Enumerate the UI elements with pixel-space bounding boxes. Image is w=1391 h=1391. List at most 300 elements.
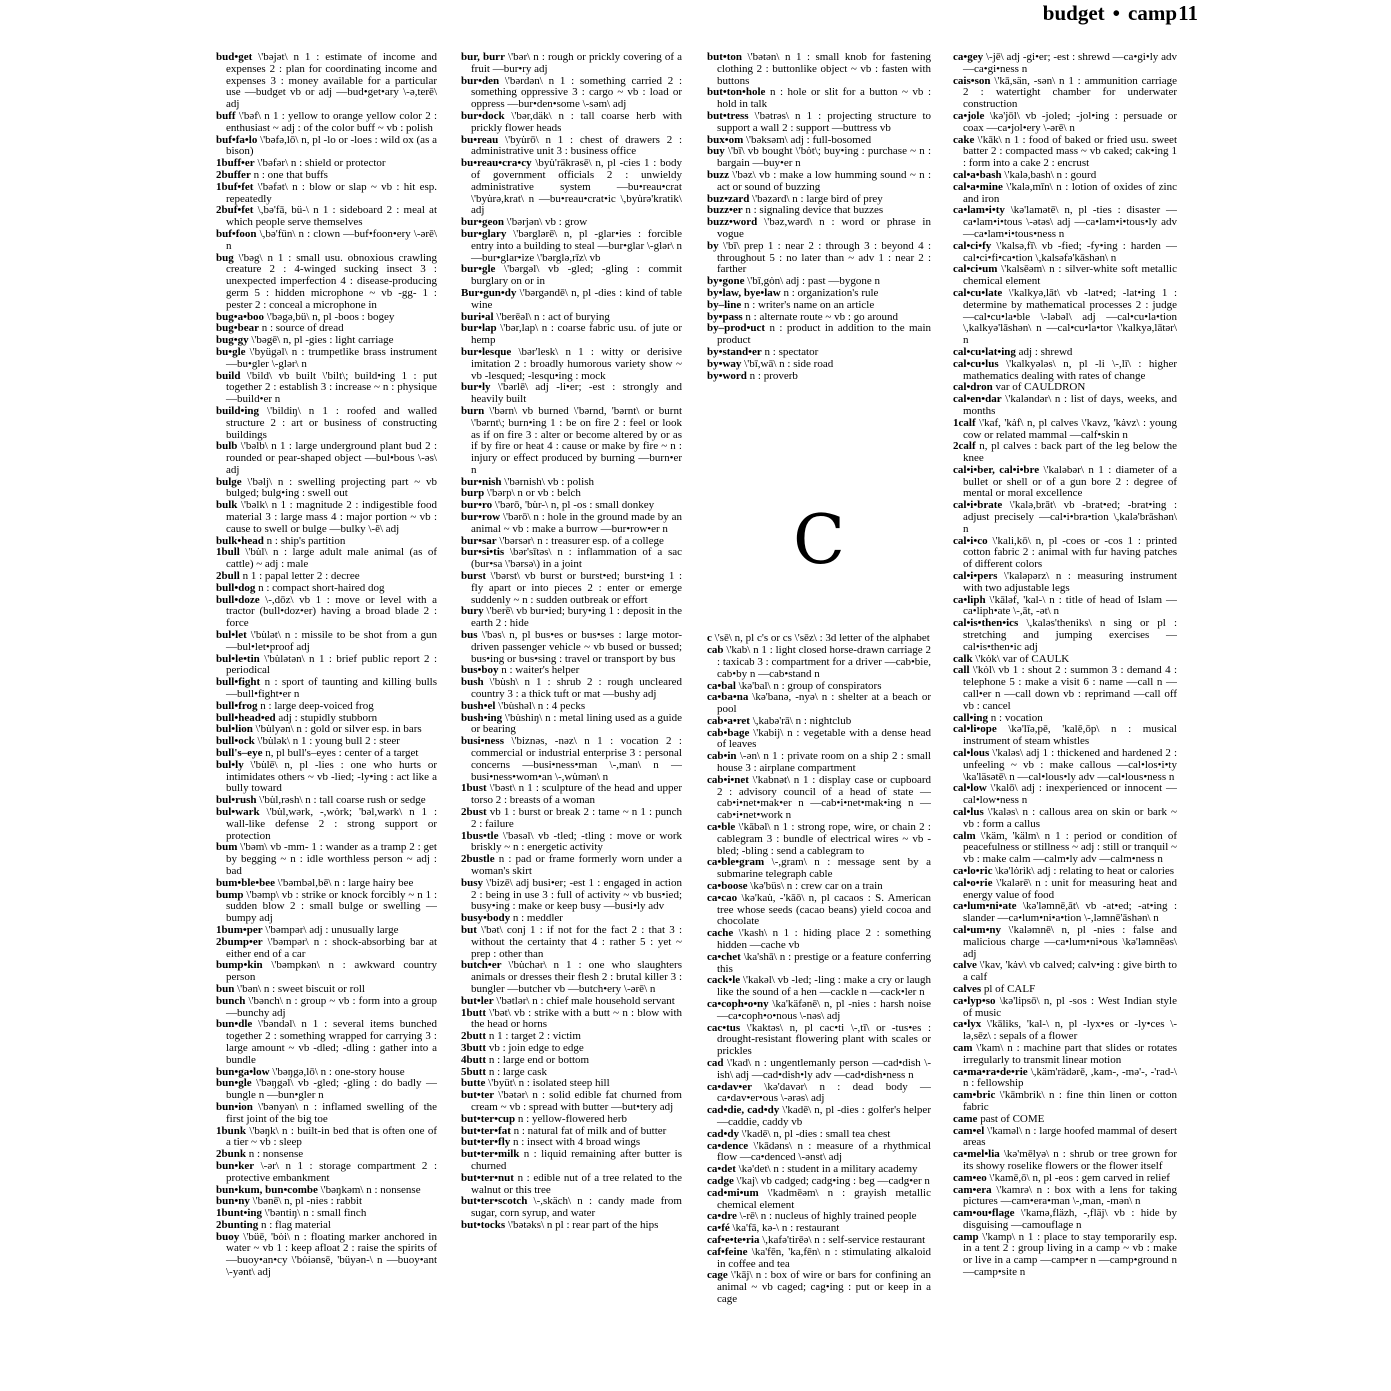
headword: but•ter•nut <box>461 1171 514 1184</box>
dictionary-entry <box>953 748 1177 783</box>
definition: \ka'käfənē\ n, pl -nies : harsh noise —ca•coph•o•nous \-nəs\ adj <box>717 998 931 1022</box>
headword: bu•reau•cra•cy <box>461 157 532 170</box>
definition: \'bətrəs\ n 1 : projecting structure to support a wall 2 : support —buttress vb <box>717 109 931 134</box>
definition: \'bəzərd\ n : large bird of prey <box>752 192 883 205</box>
headword: cal•cu•late <box>953 286 1003 299</box>
headword: cam•el <box>953 1124 985 1137</box>
dictionary-entry <box>461 960 682 995</box>
headword: but•tress <box>707 109 749 122</box>
headword: ca•lam•i•ty <box>953 204 1005 217</box>
headword: bush•el <box>461 699 496 712</box>
guide-word-separator: • <box>1112 1 1120 25</box>
headword: cab•bage <box>707 726 750 739</box>
headword: 2bull <box>216 570 240 583</box>
definition: \-ən\ n 1 : private room on a ship 2 : small house 3 : airplane compartment <box>717 750 931 775</box>
headword: bun•ker <box>216 1159 255 1172</box>
headword: bun•gle <box>216 1077 252 1090</box>
headword: 2buffer <box>216 168 251 181</box>
headword: bur•ly <box>461 381 491 394</box>
definition: \'kaktəs\ n, pl cac•ti \-,tī\ or -tus•es : drought-resistant flowering plant with scales or prickles <box>717 1021 931 1058</box>
definition: \kə'lamətē\ n, pl -ties : disaster —ca•lam•i•tous \-ətəs\ adj —ca•lam•i•tous•ly adv —ca•lam•i•tous•ness n <box>963 204 1177 240</box>
definition: \'bərō, 'bu̇r-\ n, pl -os : small donkey <box>494 499 655 512</box>
dictionary-entry <box>953 665 1177 712</box>
headword: buzz•er <box>707 204 743 217</box>
definition: \'bī\ vb bought \'bȯt\; buy•ing : purchase ~ n : bargain —buy•er n <box>717 145 931 170</box>
dictionary-entry <box>953 1232 1177 1279</box>
dictionary-entry <box>461 783 682 807</box>
definition: \'bəntiŋ\ n : small finch <box>264 1207 367 1220</box>
definition: n : large deep-voiced frog <box>260 699 374 712</box>
headword: 2bustle <box>461 853 495 866</box>
dictionary-entry <box>216 807 437 842</box>
definition: \'bəgē\ n, pl -gies : light carriage <box>251 334 394 347</box>
headword: but•ton <box>707 52 743 63</box>
dictionary-entry <box>953 205 1177 240</box>
headword: cal•en•dar <box>953 393 1002 406</box>
headword: calves <box>953 982 982 995</box>
dictionary-entry <box>707 1023 931 1058</box>
definition: \'bəmpər\ n : shock-absorbing bar at either end of a car <box>226 935 437 960</box>
dictionary-entry <box>461 323 682 347</box>
dictionary-entry <box>707 1270 931 1305</box>
headword: bur•si•tis <box>461 546 505 559</box>
definition: \'kad\ n : ungentlemanly person —cad•dish \-ish\ adj —cad•dish•ly adv —cad•dish•ness n <box>717 1057 931 1081</box>
headword: cache <box>707 927 734 940</box>
headword: bug <box>216 251 234 264</box>
headword: caf•e•te•ria <box>707 1233 760 1246</box>
definition: \'bəmp\ vb : strike or knock forcibly ~ n 1 : sudden blow 2 : small bulge or swelling —bumpy adj <box>226 888 437 925</box>
definition: \-jē\ adj -gi•er; -est : shrewd —ca•gi•ly adv —ca•gi•ness n <box>963 52 1177 75</box>
definition: \'kaj\ vb cadged; cadg•ing : beg —cadg•er n <box>736 1174 930 1187</box>
definition: \'bətən\ n 1 : small knob for fastening clothing 2 : buttonlike object ~ vb : fasten with buttons <box>717 52 931 87</box>
dictionary-entry <box>216 253 437 312</box>
dictionary-entry <box>707 999 931 1023</box>
definition: \'bəfət\ n : blow or slap ~ vb : hit esp. repeatedly <box>226 180 437 205</box>
dictionary-entry <box>216 937 437 961</box>
headword: but•ler <box>461 994 494 1007</box>
definition: n : proverb <box>749 369 798 382</box>
headword: but•ter•fat <box>461 1124 511 1137</box>
dictionary-entry <box>216 654 437 678</box>
definition: \'bu̇sh\ n 1 : shrub 2 : rough uncleared country 3 : a thick tuft or mat —bushy adj <box>471 676 682 701</box>
dictionary-entry <box>953 618 1177 653</box>
definition: n : liquid remaining after butter is churned <box>471 1148 682 1172</box>
definition: n : flag material <box>260 1218 331 1231</box>
dictionary-entry <box>216 500 437 535</box>
headword: 2bump•er <box>216 935 263 948</box>
headword: bur•geon <box>461 216 504 229</box>
headword: camp <box>953 1230 979 1243</box>
definition: \'kaləs\ n : callous area on skin or bark ~ vb : form a callus <box>963 806 1177 830</box>
entries-after-section <box>707 633 931 1305</box>
headword: bun <box>216 982 235 995</box>
dictionary-entry <box>461 1149 682 1173</box>
dictionary-entry <box>707 975 931 999</box>
definition: n : signaling device that buzzes <box>745 204 884 217</box>
dictionary-entry <box>216 996 437 1020</box>
definition: \'kaləmnē\ n, pl -nies : false and malicious charge —ca•lum•ni•ous \kə'ləmnēəs\ adj <box>963 923 1177 960</box>
definition: \'bəst\ n 1 : sculpture of the head and upper torso 2 : breasts of a woman <box>471 782 682 807</box>
headword: bun•ion <box>216 1100 253 1113</box>
dictionary-entry <box>216 1161 437 1185</box>
definition: \kə'det\ n : student in a military academy <box>738 1163 918 1176</box>
definition: \-,skäch\ n : candy made from sugar, corn syrup, and water <box>471 1195 682 1220</box>
headword: bur•nish <box>461 475 502 488</box>
running-head <box>0 2 1177 24</box>
dictionary-entry <box>461 831 682 855</box>
definition: \kə'büs\ n : crew car on a train <box>750 880 883 893</box>
headword: ca•dre <box>707 1210 737 1223</box>
dictionary-entry <box>953 441 1177 465</box>
headword: buf•fa•lo <box>216 133 258 146</box>
headword: call•ing <box>953 711 989 724</box>
dictionary-entry <box>461 571 682 606</box>
dictionary-entry <box>707 1082 931 1106</box>
definition: \,bə'fā, bü-\ n 1 : sideboard 2 : meal at which people serve themselves <box>226 204 437 229</box>
dictionary-entry <box>707 822 931 857</box>
guide-word-first: budget <box>1042 1 1105 25</box>
headword: 2buf•fet <box>216 204 254 217</box>
dictionary-entry <box>461 158 682 217</box>
dictionary-entry <box>707 728 931 752</box>
headword: by•word <box>707 369 747 382</box>
definition: \'bərsər\ n : treasurer esp. of a college <box>499 534 664 547</box>
definition: \-ər\ n 1 : storage compartment 2 : protective embankment <box>226 1159 437 1184</box>
dictionary-entry <box>461 229 682 264</box>
definition: n : large end or bottom <box>488 1053 590 1066</box>
headword: bul•ly <box>216 758 244 771</box>
dictionary-entry <box>461 878 682 913</box>
headword: but•tocks <box>461 1218 506 1231</box>
dictionary-entry <box>707 1058 931 1082</box>
definition: \'bī,wā\ n : side road <box>744 357 834 370</box>
headword: cage <box>707 1269 728 1282</box>
entries-before-section <box>707 52 931 382</box>
definition: \-,dōz\ vb 1 : move or level with a tractor (bull•doz•er) having a broad blade 2 : force <box>226 593 437 630</box>
dictionary-entry <box>707 1188 931 1212</box>
definition: \'bərgəndē\ n, pl -dies : kind of table wine <box>471 286 682 311</box>
headword: cal•lus <box>953 806 984 818</box>
dictionary-entry <box>461 807 682 831</box>
dictionary-entry <box>707 645 931 680</box>
headword: buzz•word <box>707 216 758 229</box>
dictionary-entry <box>461 606 682 630</box>
definition: n : waiter's helper <box>501 664 580 677</box>
headword: Bur•gun•dy <box>461 286 517 299</box>
headword: ca•lyx <box>953 1018 982 1031</box>
headword: cal•li•ope <box>953 723 997 736</box>
definition: n : alternate route ~ vb : go around <box>745 310 898 323</box>
definition: \'kalərē\ n : unit for measuring heat and energy value of food <box>963 876 1177 901</box>
dictionary-entry <box>953 52 1177 76</box>
definition: \'bəz,wərd\ n : word or phrase in vogue <box>717 216 931 240</box>
dictionary-entry <box>461 547 682 571</box>
definition: \,kaləs'theniks\ n sing or pl : stretching and jumping exercises —cal•is•then•ic adj <box>963 617 1177 653</box>
dictionary-entry <box>461 288 682 312</box>
definition: n : insect with 4 broad wings <box>513 1136 641 1149</box>
headword: ca•ma•ra•de•rie <box>953 1065 1028 1078</box>
dictionary-entry <box>216 111 437 135</box>
dictionary-entry <box>953 500 1177 535</box>
definition: \'kāk\ n 1 : food of baked or fried usu. sweet batter 2 : compacted mass ~ vb caked; cak•ing 1 : form into a cake 2 : encrust <box>963 133 1177 170</box>
dictionary-entry <box>953 595 1177 619</box>
headword: cal•ci•um <box>953 263 998 276</box>
dictionary-entry <box>707 775 931 822</box>
dictionary-entry <box>707 751 931 775</box>
definition: \'kamp\ n 1 : place to stay temporarily esp. in a tent 2 : group living in a camp ~ vb : make or live in a camp —camp•er n —camp•ground n —camp•site n <box>963 1230 1177 1279</box>
headword: cab•i•net <box>707 773 749 786</box>
dictionary-entry <box>953 783 1177 807</box>
headword: bull•dog <box>216 581 256 594</box>
headword: but•ter <box>461 1089 495 1102</box>
headword: cab•in <box>707 750 737 763</box>
headword: bulb <box>216 440 238 453</box>
headword: bun•kum, bun•combe <box>216 1183 318 1196</box>
definition: n, pl bull's–eyes : center of a target <box>265 747 419 760</box>
headword: burn <box>461 404 485 417</box>
headword: 1bunk <box>216 1124 246 1137</box>
headword: cac•tus <box>707 1021 741 1034</box>
definition: \'kam\ n : machine part that slides or rotates irregularly to transmit linear motion <box>963 1041 1177 1066</box>
definition: \'bəz\ vb : make a low humming sound ~ n : act or sound of buzzing <box>717 168 931 193</box>
definition: \'kābəl\ n 1 : strong rope, wire, or chain 2 : cablegram 3 : bundle of electrical wires ~ vb -bled; -bling : send a cablegram to <box>717 821 931 857</box>
definition: \'kāliks, 'kal-\ n, pl -lyx•es or -ly•ces \-lə,sēz\ : sepals of a flower <box>963 1018 1177 1043</box>
dictionary-entry <box>461 382 682 406</box>
headword: cam <box>953 1041 973 1054</box>
headword: cal•lous <box>953 747 990 760</box>
dictionary-entry <box>216 1126 437 1150</box>
headword: c <box>707 632 712 645</box>
headword: bun•ga•low <box>216 1065 270 1078</box>
headword: bur•sar <box>461 534 497 547</box>
headword: ca•lyp•so <box>953 994 996 1007</box>
dictionary-entry <box>461 76 682 111</box>
dictionary-entry <box>953 807 1177 831</box>
headword: 2calf <box>953 440 976 453</box>
definition: \'kalsēəm\ n : silver-white soft metallic chemical element <box>963 263 1177 288</box>
definition: \'byu̇rō\ n 1 : chest of drawers 2 : administrative unit 3 : business office <box>471 133 682 158</box>
definition: \'bənch\ n : group ~ vb : form into a group —bunchy adj <box>226 994 437 1019</box>
definition: \'bildiŋ\ n 1 : roofed and walled structure 2 : art or business of constructing buildings <box>226 404 437 441</box>
headword: 2butt <box>461 1030 487 1043</box>
definition: \'bəlk\ n 1 : magnitude 2 : indigestible food material 3 : large mass 4 : major portion ~ vb : cause to swell or bulge —bulky \-ē\ adj <box>226 499 437 535</box>
headword: bug•gy <box>216 334 249 347</box>
definition: past of COME <box>980 1112 1045 1125</box>
headword: ca•bal <box>707 679 736 692</box>
definition: n : vocation <box>990 711 1043 724</box>
dictionary-entry <box>953 960 1177 984</box>
headword: bug•bear <box>216 322 259 335</box>
dictionary-entry <box>953 1043 1177 1067</box>
definition: \'bəgə,bü\ n, pl -boos : bogey <box>266 310 395 323</box>
definition: \'bild\ vb built \'bilt\; build•ing 1 : put together 2 : establish 3 : increase ~ n : physique —build•er n <box>226 369 437 406</box>
headword: bush <box>461 676 484 689</box>
definition: \'bu̇shəl\ n : 4 pecks <box>498 699 586 712</box>
dictionary-entry <box>953 359 1177 383</box>
definition: n 1 : papal letter 2 : decree <box>242 570 360 583</box>
headword: buzz <box>707 168 729 181</box>
definition: \'bərdən\ n 1 : something carried 2 : something oppressive 3 : cargo ~ vb : load or oppress —bur•den•some \-səm\ adj <box>471 74 682 111</box>
dictionary-entry <box>461 1090 682 1114</box>
headword: buri•al <box>461 310 494 323</box>
dictionary-entry <box>461 52 682 76</box>
definition: n 1 : target 2 : victim <box>488 1030 581 1043</box>
dictionary-entry <box>216 760 437 795</box>
definition: n : spectator <box>764 345 819 358</box>
definition: \'kamē,ō\ n, pl -eos : gem carved in relief <box>989 1171 1170 1184</box>
definition: \'bu̇l\ n : large adult male animal (as of cattle) ~ adj : male <box>226 546 437 571</box>
headword: cal•i•ber, cal•i•bre <box>953 463 1040 476</box>
section-letter: C <box>792 501 846 581</box>
headword: 1bus•tle <box>461 829 499 842</box>
definition: \'bəŋgə,lō\ n : one-story house <box>272 1065 405 1078</box>
definition: \'kaf, 'kȧf\ n, pl calves \'kavz, 'kȧvz\ : young cow or related mammal —calf•skin n <box>963 416 1177 441</box>
dictionary-entry <box>461 111 682 135</box>
dictionary-entry <box>216 630 437 654</box>
definition: \'bərō\ n : hole in the ground made by an animal ~ vb : make a burrow —bur•row•er n <box>471 511 682 535</box>
headword: burp <box>461 487 485 500</box>
dictionary-entry <box>461 677 682 701</box>
definition: \bər'sītəs\ n : inflammation of a sac (bur•sa \'bərsə\) in a joint <box>471 546 682 571</box>
headword: but•ton•hole <box>707 86 766 99</box>
definition: \'bu̇lət\ n : missile to be shot from a gun —bul•let•proof adj <box>226 629 437 653</box>
dictionary-entry <box>707 1105 931 1129</box>
dictionary-entry <box>216 842 437 877</box>
headword: 1bum•per <box>216 923 263 936</box>
definition: \'käm, 'kälm\ n 1 : period or condition of peacefulness or stillness ~ adj : still or tranquil ~ vb : make calm —calm•ly adv —calm•ness n <box>963 829 1177 866</box>
headword: 5butt <box>461 1065 487 1078</box>
dictionary-entry <box>953 925 1177 960</box>
headword: cal•low <box>953 782 987 795</box>
dictionary-entry <box>707 928 931 952</box>
headword: bul•lion <box>216 723 253 736</box>
headword: bu•reau <box>461 133 499 146</box>
headword: cal•cu•lus <box>953 357 999 370</box>
headword: bunch <box>216 994 246 1007</box>
definition: \'bəŋgəl\ vb -gled; -gling : do badly —bungle n —bun•gler n <box>226 1077 437 1102</box>
dictionary-entry <box>216 406 437 441</box>
definition: \kə'bal\ n : group of conspirators <box>738 679 882 692</box>
dictionary-entry <box>216 890 437 925</box>
dictionary-entry <box>707 146 931 170</box>
definition: \'kadē\ n, pl -dies : golfer's helper —caddie, caddy vb <box>717 1104 931 1128</box>
headword: bul•wark <box>216 806 260 818</box>
headword: bull•doze <box>216 593 260 606</box>
definition: \'bəndəl\ n 1 : several items bunched together 2 : something wrapped for carrying 3 : large amount ~ vb -dled; -dling : gather into a bundle <box>226 1018 437 1066</box>
dictionary-entry <box>461 630 682 665</box>
definition: \'kav, 'kȧv\ vb calved; calv•ing : give birth to a calf <box>963 959 1177 984</box>
definition: \'bəmpər\ adj : unusually large <box>265 923 399 936</box>
headword: cad•die, cad•dy <box>707 1104 780 1117</box>
headword: but•ter•milk <box>461 1148 520 1161</box>
headword: caf•feine <box>707 1245 748 1258</box>
definition: \'bərjən\ vb : grow <box>506 216 588 229</box>
definition: \kə'līə,pē, 'kalē,ōp\ n : musical instrument of steam whistles <box>963 723 1177 748</box>
headword: build•ing <box>216 404 259 417</box>
definition: \'bu̇l,rəsh\ n : tall coarse rush or sedge <box>259 794 426 807</box>
definition: \,kabə'rā\ n : nightclub <box>752 714 852 727</box>
headword: bud•get <box>216 52 253 63</box>
definition: n : hole or slit for a button ~ vb : hold in talk <box>717 86 931 111</box>
definition: \'bərnish\ vb : polish <box>504 475 594 488</box>
definition: \'kalə,bash\ n : gourd <box>1004 168 1097 181</box>
headword: ca•ble•gram <box>707 856 765 869</box>
dictionary-entry <box>216 52 437 111</box>
definition: \'kaləpərz\ n : measuring instrument with two adjustable legs <box>963 570 1177 594</box>
definition: \bər'lesk\ n 1 : witty or derisive imitation 2 : broadly humorous variety show ~ vb -lesqued; -lesqu•ing : mock <box>471 345 682 382</box>
definition: \'kalō\ adj : inexperienced or innocent —cal•low•ness n <box>963 782 1177 807</box>
dictionary-entry <box>953 264 1177 288</box>
headword: ca•boose <box>707 880 748 893</box>
dictionary-entry <box>216 595 437 630</box>
headword: cal•i•co <box>953 534 988 547</box>
dictionary-entry <box>461 1196 682 1220</box>
headword: 1bunt•ing <box>216 1207 263 1220</box>
definition: \kə'banə, -nyə\ n : shelter at a beach or pool <box>717 691 931 716</box>
headword: bu•gle <box>216 345 246 358</box>
definition: \'kalkyələs\ n, pl -li \-,lī\ : higher mathematics dealing with rates of change <box>963 357 1177 382</box>
dictionary-entry <box>707 692 931 716</box>
definition: n : yellow-flowered herb <box>517 1112 627 1125</box>
definition: n : compact short-haired dog <box>258 581 385 594</box>
headword: ca•lo•ric <box>953 864 993 877</box>
definition: \'kāj\ n : box of wire or bars for confining an animal ~ vb caged; cag•ing : put or keep in a cage <box>717 1269 931 1305</box>
headword: ca•fé <box>707 1222 730 1235</box>
headword: bur•row <box>461 511 501 524</box>
definition: \'bəg\ n 1 : small usu. obnoxious crawling creature 2 : 4-winged sucking insect 3 : unexpected imperfection 4 : disease-producing germ 5 : hidden microphone ~ vb -gg- 1 : pester 2 : conceal a microphone in <box>226 251 437 311</box>
headword: ca•chet <box>707 950 741 963</box>
column-4 <box>953 52 1177 1387</box>
headword: cal•o•rie <box>953 876 993 889</box>
definition: \byu̇'räkrəsē\ n, pl -cies 1 : body of government officials 2 : unwieldy administrative system —bu•reau•crat \'byu̇rə,krat\ n —bu•reau•crat•ic \,byu̇rə'kratik\ adj <box>471 157 682 217</box>
definition: n : source of dread <box>261 322 344 335</box>
headword: bur•lesque <box>461 345 512 358</box>
headword: busi•ness <box>461 735 504 748</box>
definition: \'bu̇shiŋ\ n : metal lining used as a guide or bearing <box>471 711 682 736</box>
headword: cal•i•brate <box>953 499 1003 512</box>
definition: n : nonsense <box>248 1148 304 1161</box>
headword: bur•den <box>461 74 500 87</box>
definition: n : organization's rule <box>783 286 879 299</box>
headword: cam•era <box>953 1183 992 1196</box>
headword: 1bust <box>461 782 487 795</box>
definition: vb 1 : burst or break 2 : tame ~ n 1 : punch 2 : failure <box>471 806 682 830</box>
headword: cal•a•mine <box>953 180 1003 193</box>
definition: \'bərgəl\ vb -gled; -gling : commit burglary on or in <box>471 263 682 288</box>
definition: pl of CALF <box>983 982 1036 995</box>
definition: \'bəlj\ n : swelling projecting part ~ vb bulged; bulg•ing : swell out <box>226 475 437 500</box>
headword: bump•kin <box>216 959 263 972</box>
headword: 2bunting <box>216 1218 259 1231</box>
definition: n : ship's partition <box>266 534 346 547</box>
dictionary-entry <box>953 1185 1177 1209</box>
definition: \'kalə,brāt\ vb -brat•ed; -brat•ing : adjust precisely —cal•i•bra•tion \,kalə'brāshən\ n <box>963 499 1177 535</box>
headword: cal•i•pers <box>953 570 998 583</box>
definition: \,bə'fün\ n : clown —buf•foon•ery \-ərē\ n <box>226 227 437 252</box>
headword: ca•jole <box>953 109 985 122</box>
definition: \'kā,sän, -sən\ n 1 : ammunition carriage 2 : watertight chamber for underwater construction <box>963 74 1177 111</box>
definition: \'kadmēəm\ n : grayish metallic chemical element <box>717 1186 931 1211</box>
definition: \'kabij\ n : vegetable with a dense head of leaves <box>717 726 931 751</box>
definition: \'kash\ n 1 : hiding place 2 : something hidden —cache vb <box>717 927 931 952</box>
column-2 <box>461 52 682 1387</box>
definition: \'bərn\ vb burned \'bərnd, 'bərnt\ or burnt \'bərnt\; burn•ing 1 : be on fire 2 : feel or look as if on fire 3 : alter or become altered by or as if by fire or heat 4 : cause or make by fire ~ n : injury or effect produced by burning —burn•er n <box>471 404 682 476</box>
headword: cam•ou•flage <box>953 1207 1015 1220</box>
dictionary-entry <box>953 288 1177 347</box>
headword: bul•let <box>216 629 247 642</box>
headword: cadge <box>707 1174 734 1187</box>
headword: by•gone <box>707 275 745 288</box>
